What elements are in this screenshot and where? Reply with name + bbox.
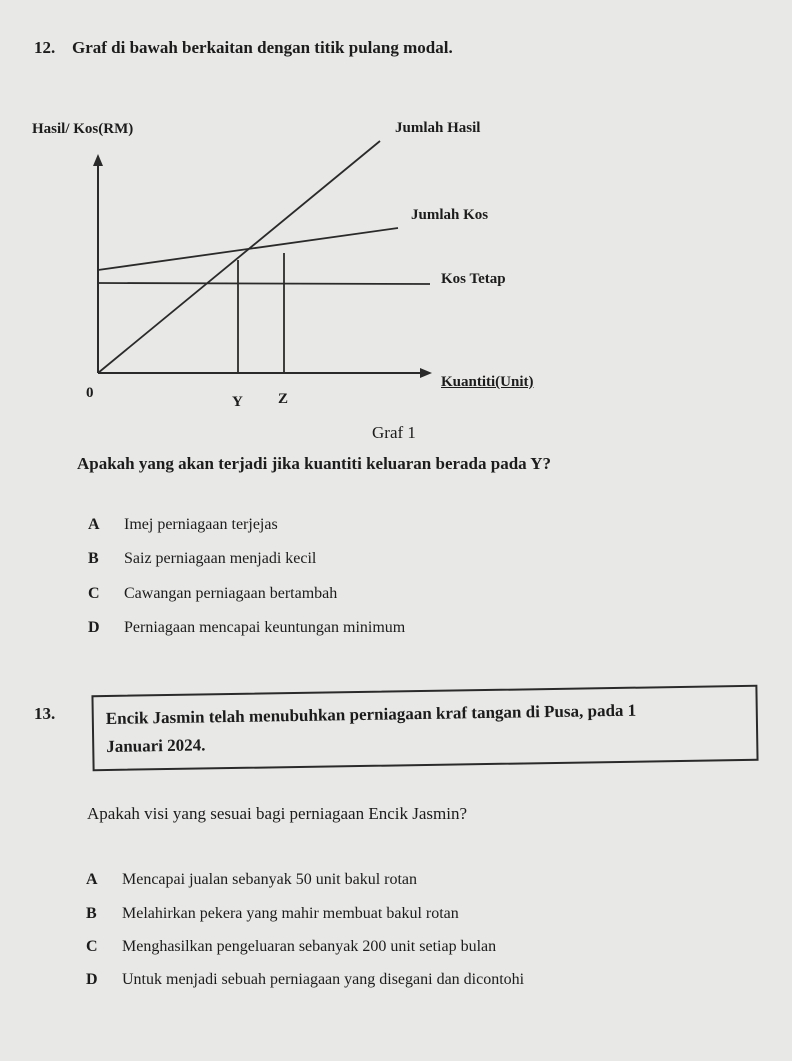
option-text: Perniagaan mencapai keuntungan minimum bbox=[124, 619, 406, 636]
q13-option-d[interactable] bbox=[86, 971, 524, 989]
tick-y-label: Y bbox=[232, 394, 243, 410]
origin-label: 0 bbox=[86, 385, 94, 401]
option-letter: B bbox=[86, 905, 97, 922]
scenario-line-2: Januari 2024. bbox=[106, 735, 206, 757]
q13-option-a[interactable] bbox=[86, 871, 417, 889]
q12-option-a[interactable] bbox=[88, 516, 278, 534]
scenario-box bbox=[91, 685, 758, 771]
option-text: Melahirkan pekera yang mahir membuat bakul rotan bbox=[122, 905, 459, 922]
q12-option-b[interactable] bbox=[88, 550, 316, 568]
question-13-number: 13. bbox=[34, 704, 56, 723]
question-12-text: Apakah yang akan terjadi jika kuantiti keluaran berada pada Y? bbox=[77, 454, 552, 473]
option-text: Untuk menjadi sebuah perniagaan yang disegani dan dicontohi bbox=[122, 971, 525, 988]
question-12-number: 12. bbox=[34, 38, 56, 57]
question-13-text: Apakah visi yang sesuai bagi perniagaan Encik Jasmin? bbox=[87, 804, 468, 823]
total-revenue-label: Jumlah Hasil bbox=[395, 120, 481, 136]
option-text: Cawangan perniagaan bertambah bbox=[124, 585, 338, 602]
fixed-cost-line bbox=[98, 283, 430, 284]
x-axis-arrow bbox=[420, 368, 432, 378]
x-axis-label: Kuantiti(Unit) bbox=[441, 374, 534, 390]
scenario-line-1: Encik Jasmin telah menubuhkan perniagaan kraf tangan di Pusa, pada 1 bbox=[105, 700, 637, 729]
option-letter: D bbox=[86, 971, 98, 988]
question-12-stem: Graf di bawah berkaitan dengan titik pulang modal. bbox=[72, 38, 453, 57]
total-revenue-line bbox=[98, 141, 380, 373]
tick-z-label: Z bbox=[278, 391, 289, 407]
q12-option-d[interactable] bbox=[88, 619, 405, 637]
option-text: Menghasilkan pengeluaran sebanyak 200 unit setiap bulan bbox=[122, 938, 497, 955]
option-letter: C bbox=[86, 938, 98, 955]
q13-option-b[interactable] bbox=[86, 905, 459, 923]
option-letter: D bbox=[88, 619, 100, 636]
y-axis-label: Hasil/ Kos(RM) bbox=[32, 121, 134, 137]
q13-option-c[interactable] bbox=[86, 938, 496, 956]
option-text: Mencapai jualan sebanyak 50 unit bakul rotan bbox=[122, 871, 418, 888]
option-letter: A bbox=[86, 871, 98, 888]
option-letter: C bbox=[88, 585, 100, 602]
graph-caption: Graf 1 bbox=[372, 423, 416, 442]
option-text: Imej perniagaan terjejas bbox=[124, 516, 278, 533]
q12-option-c[interactable] bbox=[88, 585, 337, 603]
option-letter: B bbox=[88, 550, 99, 567]
fixed-cost-label: Kos Tetap bbox=[441, 271, 506, 287]
total-cost-label: Jumlah Kos bbox=[411, 207, 489, 223]
option-text: Saiz perniagaan menjadi kecil bbox=[124, 550, 317, 567]
option-letter: A bbox=[88, 516, 100, 533]
y-axis-arrow bbox=[93, 154, 103, 166]
